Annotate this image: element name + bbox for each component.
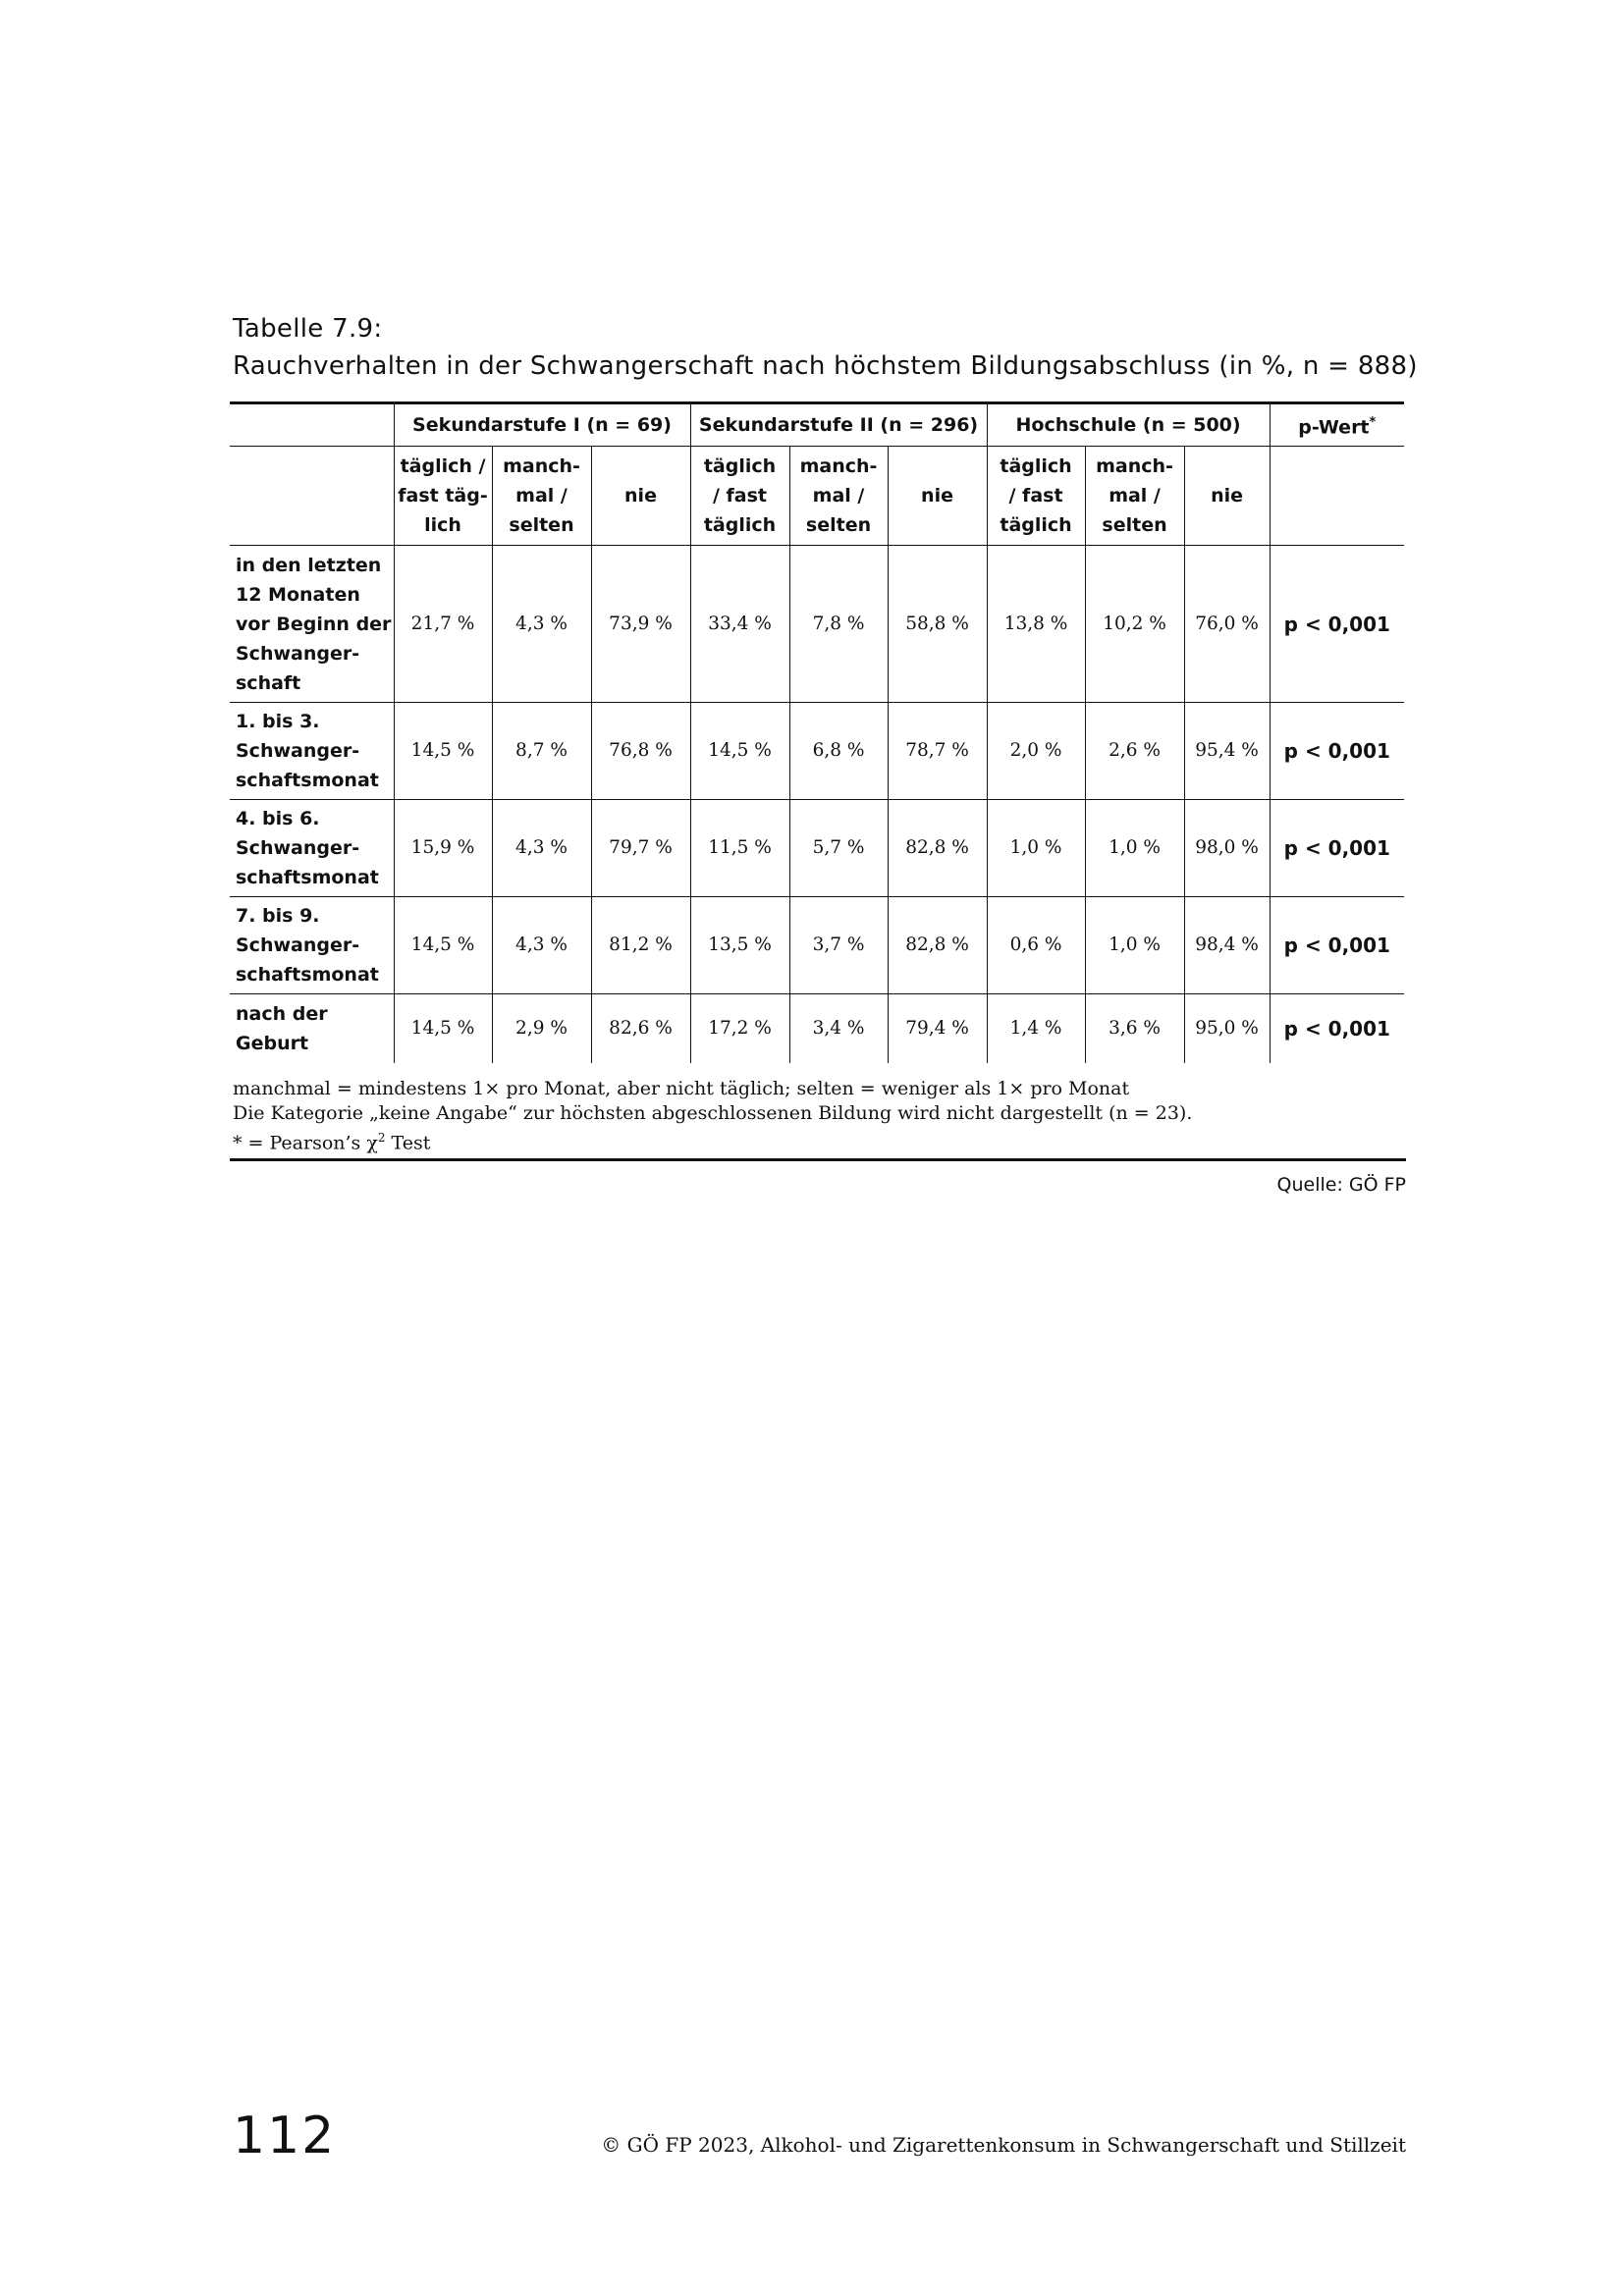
subheader-line: selten (509, 514, 574, 536)
subheader-line: manch- (503, 455, 580, 477)
subheader-line: selten (1102, 514, 1167, 536)
value-cell: 3,6 % (1085, 994, 1184, 1063)
row-label-line: Schwanger- (236, 740, 360, 762)
note-definition: manchmal = mindestens 1× pro Monat, aber nicht täglich; selten = weniger als 1× pro Monat (233, 1078, 1130, 1099)
value-cell: 76,0 % (1184, 546, 1270, 703)
group-header-row (230, 403, 1404, 447)
value-cell: 1,0 % (1085, 800, 1184, 897)
subheader-line: täglich (703, 514, 777, 536)
value-cell: 17,2 % (690, 994, 789, 1063)
row-label-line: in den letzten (236, 554, 382, 576)
table-caption-label: Tabelle 7.9: (233, 314, 383, 344)
pvalue-cell: p < 0,001 (1270, 994, 1404, 1063)
subheader-line: lich (424, 514, 461, 536)
subheader-line: täglich / (400, 455, 486, 477)
row-label-line: vor Beginn der (236, 613, 392, 635)
value-cell: 6,8 % (789, 703, 888, 800)
row-label-line: Schwanger- (236, 837, 360, 859)
value-cell: 82,8 % (888, 800, 987, 897)
page-number: 112 (233, 2107, 337, 2165)
table-caption-title: Rauchverhalten in der Schwangerschaft nach höchstem Bildungsabschluss (in %, n = 888) (233, 351, 1418, 381)
row-label-line: Geburt (236, 1032, 309, 1054)
subheader-line: täglich (1000, 514, 1072, 536)
value-cell: 1,0 % (1085, 897, 1184, 994)
value-cell: 58,8 % (888, 546, 987, 703)
row-label-line: Schwanger- (236, 934, 360, 956)
value-cell: 1,4 % (987, 994, 1085, 1063)
subheader-row (230, 447, 1404, 546)
row-label-line: schaftsmonat (236, 867, 379, 888)
subheader-line: nie (1211, 485, 1244, 507)
value-cell: 1,0 % (987, 800, 1085, 897)
subheader-cell (394, 447, 492, 546)
table-notes (233, 1077, 1407, 1155)
row-label (230, 897, 394, 994)
pvalue-cell: p < 0,001 (1270, 897, 1404, 994)
subheader-line: täglich (703, 455, 777, 477)
value-cell: 7,8 % (789, 546, 888, 703)
value-cell: 2,0 % (987, 703, 1085, 800)
value-cell: 98,0 % (1184, 800, 1270, 897)
value-cell: 14,5 % (394, 994, 492, 1063)
subheader-line: manch- (1096, 455, 1173, 477)
subheader-cell (789, 447, 888, 546)
row-label-line: Schwanger- (236, 642, 360, 665)
subheader-line: nie (921, 485, 953, 507)
row-label (230, 994, 394, 1063)
group-header: Sekundarstufe II (n = 296) (690, 403, 987, 447)
row-label (230, 703, 394, 800)
value-cell: 0,6 % (987, 897, 1085, 994)
table-body (230, 546, 1404, 1063)
row-label-line: nach der (236, 1002, 328, 1025)
subheader-line: / fast (712, 485, 768, 507)
table-row (230, 546, 1404, 703)
note-test-prefix: * = Pearson’s χ (233, 1132, 378, 1154)
value-cell: 15,9 % (394, 800, 492, 897)
value-cell: 4,3 % (492, 800, 591, 897)
subheader-line: fast täg- (398, 485, 488, 507)
subheader-line: manch- (799, 455, 878, 477)
value-cell: 82,8 % (888, 897, 987, 994)
subheader-line: nie (624, 485, 657, 507)
row-label (230, 546, 394, 703)
subheader-cell (690, 447, 789, 546)
pvalue-header (1270, 403, 1404, 447)
value-cell: 79,4 % (888, 994, 987, 1063)
value-cell: 81,2 % (591, 897, 690, 994)
subheader-line: selten (805, 514, 872, 536)
row-label-line: 4. bis 6. (236, 808, 320, 829)
value-cell: 10,2 % (1085, 546, 1184, 703)
value-cell: 14,5 % (394, 897, 492, 994)
note-missing-category: Die Kategorie „keine Angabe“ zur höchsten abgeschlossenen Bildung wird nicht dargestellt (n = 23). (233, 1102, 1193, 1124)
table-row (230, 897, 1404, 994)
subheader-cell (888, 447, 987, 546)
subheader-line: mal / (515, 485, 568, 507)
row-label-line: schaftsmonat (236, 964, 379, 986)
value-cell: 95,4 % (1184, 703, 1270, 800)
subheader-cell (1184, 447, 1270, 546)
value-cell: 73,9 % (591, 546, 690, 703)
value-cell: 4,3 % (492, 897, 591, 994)
corner-cell (230, 447, 394, 546)
source-note: Quelle: GÖ FP (1276, 1174, 1406, 1196)
value-cell: 78,7 % (888, 703, 987, 800)
row-label-line: 12 Monaten (236, 583, 360, 606)
pvalue-cell: p < 0,001 (1270, 703, 1404, 800)
value-cell: 11,5 % (690, 800, 789, 897)
corner-cell (230, 403, 394, 447)
pvalue-header-text: p-Wert (1298, 416, 1370, 439)
subheader-line: mal / (812, 485, 865, 507)
note-test (233, 1126, 1407, 1155)
smoking-by-education-table (230, 401, 1404, 1063)
subheader-cell (1085, 447, 1184, 546)
subheader-line: mal / (1109, 485, 1161, 507)
value-cell: 82,6 % (591, 994, 690, 1063)
value-cell: 95,0 % (1184, 994, 1270, 1063)
bottom-rule (230, 1158, 1406, 1161)
value-cell: 76,8 % (591, 703, 690, 800)
subheader-line: / fast (1008, 485, 1063, 507)
value-cell: 3,7 % (789, 897, 888, 994)
group-header: Sekundarstufe I (n = 69) (394, 403, 690, 447)
value-cell: 4,3 % (492, 546, 591, 703)
subheader-cell (492, 447, 591, 546)
table-caption (233, 312, 1418, 383)
group-header: Hochschule (n = 500) (987, 403, 1270, 447)
value-cell: 2,6 % (1085, 703, 1184, 800)
table-row (230, 703, 1404, 800)
value-cell: 79,7 % (591, 800, 690, 897)
footer-citation: © GÖ FP 2023, Alkohol- und Zigarettenkonsum in Schwangerschaft und Stillzeit (601, 2133, 1406, 2157)
value-cell: 98,4 % (1184, 897, 1270, 994)
row-label-line: schaft (236, 671, 301, 694)
pvalue-subheader-cell (1270, 447, 1404, 546)
value-cell: 21,7 % (394, 546, 492, 703)
pvalue-cell: p < 0,001 (1270, 800, 1404, 897)
note-test-sup: 2 (377, 1131, 386, 1145)
row-label-line: schaftsmonat (236, 770, 379, 791)
value-cell: 33,4 % (690, 546, 789, 703)
pvalue-header-mark: * (1369, 414, 1377, 430)
subheader-cell (591, 447, 690, 546)
value-cell: 14,5 % (394, 703, 492, 800)
value-cell: 14,5 % (690, 703, 789, 800)
value-cell: 5,7 % (789, 800, 888, 897)
table-row (230, 800, 1404, 897)
subheader-line: täglich (1000, 455, 1072, 477)
row-label-line: 1. bis 3. (236, 711, 320, 732)
value-cell: 8,7 % (492, 703, 591, 800)
row-label (230, 800, 394, 897)
value-cell: 13,8 % (987, 546, 1085, 703)
value-cell: 13,5 % (690, 897, 789, 994)
note-test-suffix: Test (385, 1132, 431, 1154)
value-cell: 3,4 % (789, 994, 888, 1063)
row-label-line: 7. bis 9. (236, 905, 320, 927)
value-cell: 2,9 % (492, 994, 591, 1063)
data-table-container (230, 401, 1404, 1063)
table-row (230, 994, 1404, 1063)
pvalue-cell: p < 0,001 (1270, 546, 1404, 703)
subheader-cell (987, 447, 1085, 546)
